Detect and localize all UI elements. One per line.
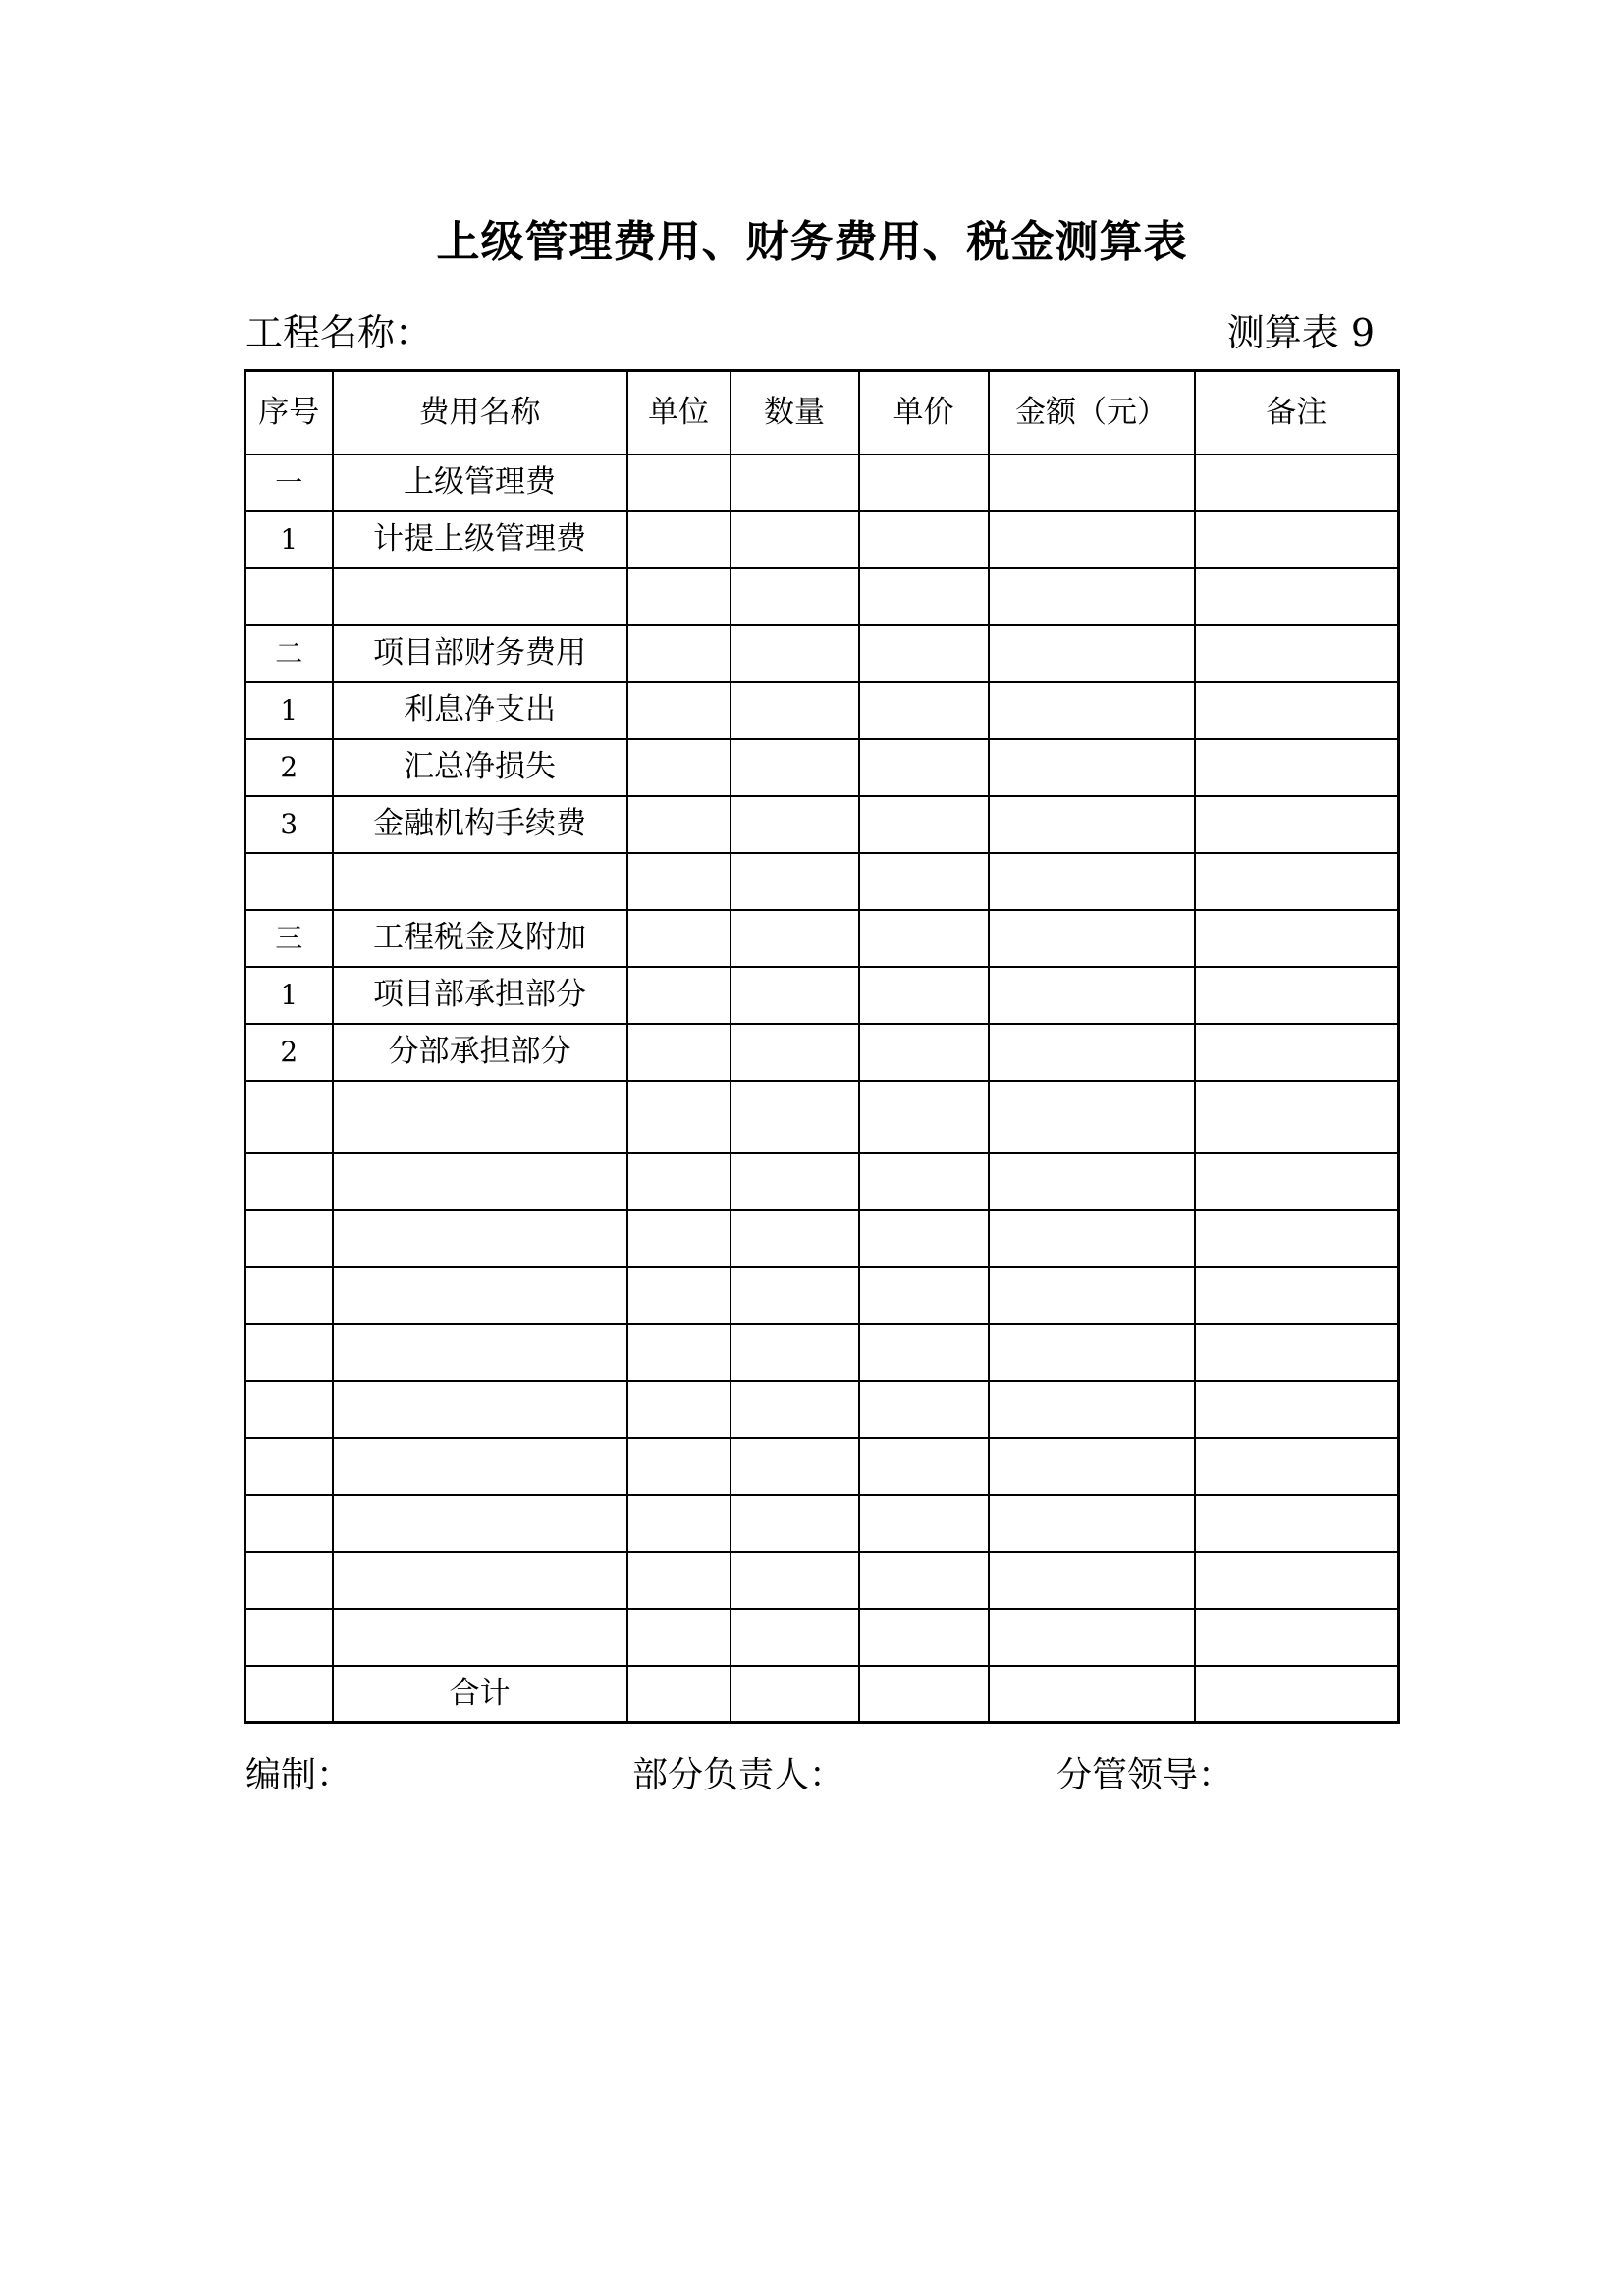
cell-seq (245, 1609, 333, 1666)
cell-item-name: 计提上级管理费 (333, 511, 627, 568)
cell-unit-price (859, 1153, 989, 1210)
cell-remarks (1195, 511, 1399, 568)
cell-item-name: 项目部财务费用 (333, 625, 627, 682)
table-row (245, 1381, 1399, 1438)
cell-amount (989, 1267, 1195, 1324)
header-remarks: 备注 (1195, 371, 1399, 454)
cell-quantity (731, 739, 859, 796)
cell-item-name (333, 1609, 627, 1666)
table-row (245, 1024, 1399, 1081)
header-unit-price: 单价 (859, 371, 989, 454)
cell-amount (989, 1024, 1195, 1081)
table-row (245, 1210, 1399, 1267)
cell-quantity (731, 1381, 859, 1438)
cell-item-name: 合计 (333, 1666, 627, 1723)
cell-quantity (731, 682, 859, 739)
cell-quantity (731, 967, 859, 1024)
cell-quantity (731, 1081, 859, 1153)
cell-unit (627, 625, 731, 682)
cell-item-name (333, 853, 627, 910)
cell-remarks (1195, 1381, 1399, 1438)
cell-remarks (1195, 625, 1399, 682)
cell-item-name: 工程税金及附加 (333, 910, 627, 967)
header-amount: 金额（元） (989, 371, 1195, 454)
cell-amount (989, 1666, 1195, 1723)
cell-unit (627, 1024, 731, 1081)
cell-seq: 二 (245, 625, 333, 682)
form-title: 上级管理费用、财务费用、税金测算表 (436, 217, 1188, 267)
cell-amount (989, 1153, 1195, 1210)
cell-amount (989, 1324, 1195, 1381)
cell-amount (989, 1552, 1195, 1609)
cell-quantity (731, 511, 859, 568)
cell-unit-price (859, 1024, 989, 1081)
cell-seq: 1 (245, 511, 333, 568)
table-row (245, 625, 1399, 682)
header-unit: 单位 (627, 371, 731, 454)
cell-seq (245, 1153, 333, 1210)
table-row (245, 1609, 1399, 1666)
cell-seq (245, 1666, 333, 1723)
cell-quantity (731, 1210, 859, 1267)
cell-quantity (731, 625, 859, 682)
cell-unit (627, 1267, 731, 1324)
header-item-name: 费用名称 (333, 371, 627, 454)
cell-item-name (333, 568, 627, 625)
cell-seq (245, 853, 333, 910)
table-row (245, 1438, 1399, 1495)
cell-item-name: 利息净支出 (333, 682, 627, 739)
cell-seq: 2 (245, 739, 333, 796)
cell-seq (245, 1381, 333, 1438)
cell-quantity (731, 1666, 859, 1723)
cell-amount (989, 1381, 1195, 1438)
cell-remarks (1195, 967, 1399, 1024)
cell-item-name (333, 1381, 627, 1438)
cell-quantity (731, 1495, 859, 1552)
cell-seq: 三 (245, 910, 333, 967)
cell-quantity (731, 1267, 859, 1324)
cell-quantity (731, 1552, 859, 1609)
cell-seq: 1 (245, 967, 333, 1024)
cell-remarks (1195, 1267, 1399, 1324)
cell-quantity (731, 1024, 859, 1081)
cell-unit-price (859, 853, 989, 910)
cell-remarks (1195, 1495, 1399, 1552)
table-row (245, 1495, 1399, 1552)
cell-item-name: 项目部承担部分 (333, 967, 627, 1024)
cell-item-name (333, 1324, 627, 1381)
cell-seq: 2 (245, 1024, 333, 1081)
cell-quantity (731, 1153, 859, 1210)
cell-seq (245, 1495, 333, 1552)
cell-amount (989, 910, 1195, 967)
cell-quantity (731, 910, 859, 967)
table-row (245, 454, 1399, 511)
cell-item-name (333, 1267, 627, 1324)
cell-unit-price (859, 1324, 989, 1381)
cell-unit-price (859, 1552, 989, 1609)
cell-quantity (731, 1438, 859, 1495)
table-body (245, 454, 1399, 1723)
department-head-label: 部分负责人： (632, 1755, 845, 1795)
cell-item-name: 汇总净损失 (333, 739, 627, 796)
cell-unit (627, 1438, 731, 1495)
cell-unit (627, 568, 731, 625)
cell-item-name: 金融机构手续费 (333, 796, 627, 853)
cell-unit (627, 796, 731, 853)
table-row (245, 1552, 1399, 1609)
cell-remarks (1195, 910, 1399, 967)
cell-unit-price (859, 1666, 989, 1723)
cell-seq (245, 1210, 333, 1267)
project-name-label: 工程名称： (245, 311, 433, 354)
cell-unit (627, 853, 731, 910)
cost-estimate-table (244, 369, 1400, 1724)
cell-amount (989, 739, 1195, 796)
cell-unit (627, 1666, 731, 1723)
cell-seq (245, 568, 333, 625)
cell-unit (627, 739, 731, 796)
cell-unit-price (859, 796, 989, 853)
table-row (245, 796, 1399, 853)
cell-unit-price (859, 511, 989, 568)
cell-unit (627, 967, 731, 1024)
table-row (245, 1324, 1399, 1381)
cell-amount (989, 454, 1195, 511)
cell-remarks (1195, 796, 1399, 853)
cell-unit-price (859, 1495, 989, 1552)
cell-item-name (333, 1495, 627, 1552)
cell-unit (627, 1081, 731, 1153)
cell-unit-price (859, 1210, 989, 1267)
table-row (245, 511, 1399, 568)
cell-amount (989, 796, 1195, 853)
cell-unit (627, 1210, 731, 1267)
cell-quantity (731, 454, 859, 511)
cell-quantity (731, 853, 859, 910)
cell-seq: 3 (245, 796, 333, 853)
cell-unit (627, 1324, 731, 1381)
cell-remarks (1195, 1552, 1399, 1609)
cell-unit-price (859, 682, 989, 739)
cell-quantity (731, 796, 859, 853)
cell-item-name (333, 1552, 627, 1609)
cell-unit (627, 1153, 731, 1210)
cell-quantity (731, 1324, 859, 1381)
cell-unit (627, 511, 731, 568)
cell-unit-price (859, 454, 989, 511)
table-row (245, 1267, 1399, 1324)
cell-remarks (1195, 1024, 1399, 1081)
cell-unit-price (859, 1081, 989, 1153)
cell-unit-price (859, 910, 989, 967)
header-seq: 序号 (245, 371, 333, 454)
cell-amount (989, 853, 1195, 910)
table-row (245, 853, 1399, 910)
table-row (245, 682, 1399, 739)
cell-unit-price (859, 967, 989, 1024)
cell-amount (989, 682, 1195, 739)
cell-unit (627, 1381, 731, 1438)
table-row (245, 967, 1399, 1024)
cell-remarks (1195, 1609, 1399, 1666)
cell-remarks (1195, 568, 1399, 625)
cell-unit (627, 1495, 731, 1552)
cell-amount (989, 1495, 1195, 1552)
cell-unit-price (859, 1609, 989, 1666)
cell-seq: 1 (245, 682, 333, 739)
cell-remarks (1195, 1666, 1399, 1723)
header-quantity: 数量 (731, 371, 859, 454)
table-row (245, 739, 1399, 796)
cell-item-name (333, 1153, 627, 1210)
cell-unit (627, 910, 731, 967)
cell-remarks (1195, 853, 1399, 910)
cell-seq (245, 1438, 333, 1495)
table-row (245, 910, 1399, 967)
cell-item-name (333, 1210, 627, 1267)
cell-seq: 一 (245, 454, 333, 511)
cell-unit (627, 454, 731, 511)
form-id-label: 测算表 9 (1226, 311, 1375, 354)
cell-quantity (731, 1609, 859, 1666)
table-header-row (245, 371, 1399, 454)
cell-unit-price (859, 1381, 989, 1438)
cell-remarks (1195, 1210, 1399, 1267)
cell-item-name (333, 1081, 627, 1153)
cell-amount (989, 967, 1195, 1024)
cell-remarks (1195, 1438, 1399, 1495)
cell-quantity (731, 568, 859, 625)
cell-remarks (1195, 1324, 1399, 1381)
cell-unit (627, 1609, 731, 1666)
cell-remarks (1195, 454, 1399, 511)
cell-item-name (333, 1438, 627, 1495)
table-row (245, 568, 1399, 625)
cell-seq (245, 1267, 333, 1324)
cell-remarks (1195, 1081, 1399, 1153)
cell-remarks (1195, 682, 1399, 739)
table-row (245, 1081, 1399, 1153)
cell-unit-price (859, 625, 989, 682)
cell-remarks (1195, 739, 1399, 796)
cell-unit-price (859, 1267, 989, 1324)
cell-remarks (1195, 1153, 1399, 1210)
supervising-leader-label: 分管领导： (1056, 1755, 1234, 1795)
cell-amount (989, 625, 1195, 682)
cell-unit-price (859, 568, 989, 625)
cell-amount (989, 1210, 1195, 1267)
cell-amount (989, 568, 1195, 625)
cell-seq (245, 1324, 333, 1381)
cell-amount (989, 1438, 1195, 1495)
cell-item-name: 分部承担部分 (333, 1024, 627, 1081)
cell-unit-price (859, 739, 989, 796)
cell-unit (627, 1552, 731, 1609)
cell-unit (627, 682, 731, 739)
cell-amount (989, 1081, 1195, 1153)
cell-amount (989, 511, 1195, 568)
cell-amount (989, 1609, 1195, 1666)
cell-seq (245, 1081, 333, 1153)
table-row (245, 1153, 1399, 1210)
cell-unit-price (859, 1438, 989, 1495)
table-row (245, 1666, 1399, 1723)
cell-seq (245, 1552, 333, 1609)
cell-item-name: 上级管理费 (333, 454, 627, 511)
prepared-by-label: 编制： (245, 1755, 352, 1795)
